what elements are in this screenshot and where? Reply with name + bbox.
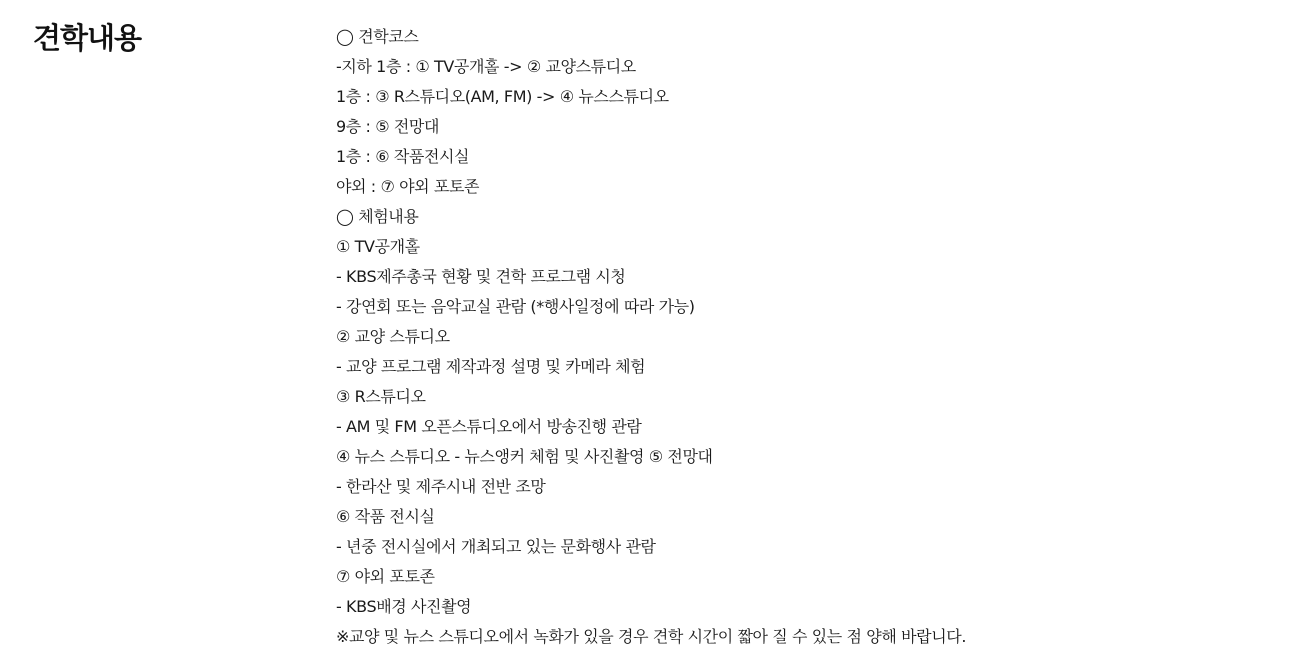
list-item: 1층 : ⑥ 작품전시실 (336, 147, 470, 166)
section-title: 견학내용 (33, 21, 142, 55)
list-item: ⑥ 작품 전시실 (336, 507, 435, 526)
list-item: - KBS제주총국 현황 및 견학 프로그램 시청 (336, 267, 626, 286)
list-item: - 년중 전시실에서 개최되고 있는 문화행사 관람 (336, 537, 656, 556)
list-item: - 강연회 또는 음악교실 관람 (*행사일정에 따라 가능) (336, 297, 695, 316)
list-item: - AM 및 FM 오픈스튜디오에서 방송진행 관람 (336, 417, 642, 436)
list-item: ③ R스튜디오 (336, 387, 426, 406)
list-item: 9층 : ⑤ 전망대 (336, 117, 439, 136)
list-item: -지하 1층 : ① TV공개홀 -> ② 교양스튜디오 (336, 57, 636, 76)
list-item: - 교양 프로그램 제작과정 설명 및 카메라 체험 (336, 357, 646, 376)
list-item: ⑦ 야외 포토존 (336, 567, 435, 586)
list-item: - KBS배경 사진촬영 (336, 597, 472, 616)
list-item: ◯ 체험내용 (336, 207, 419, 226)
list-item: ④ 뉴스 스튜디오 - 뉴스앵커 체험 및 사진촬영 ⑤ 전망대 (336, 447, 713, 466)
list-item: ◯ 견학코스 (336, 27, 419, 46)
list-item: ② 교양 스튜디오 (336, 327, 450, 346)
notice-text: ※교양 및 뉴스 스튜디오에서 녹화가 있을 경우 견학 시간이 짧아 질 수 있는 점 양해 바랍니다. (336, 627, 966, 646)
list-item: 1층 : ③ R스튜디오(AM, FM) -> ④ 뉴스스튜디오 (336, 87, 669, 106)
list-item: 야외 : ⑦ 야외 포토존 (336, 177, 480, 196)
tour-content-list (336, 22, 1276, 652)
list-item: ① TV공개홀 (336, 237, 420, 256)
list-item: - 한라산 및 제주시내 전반 조망 (336, 477, 546, 496)
